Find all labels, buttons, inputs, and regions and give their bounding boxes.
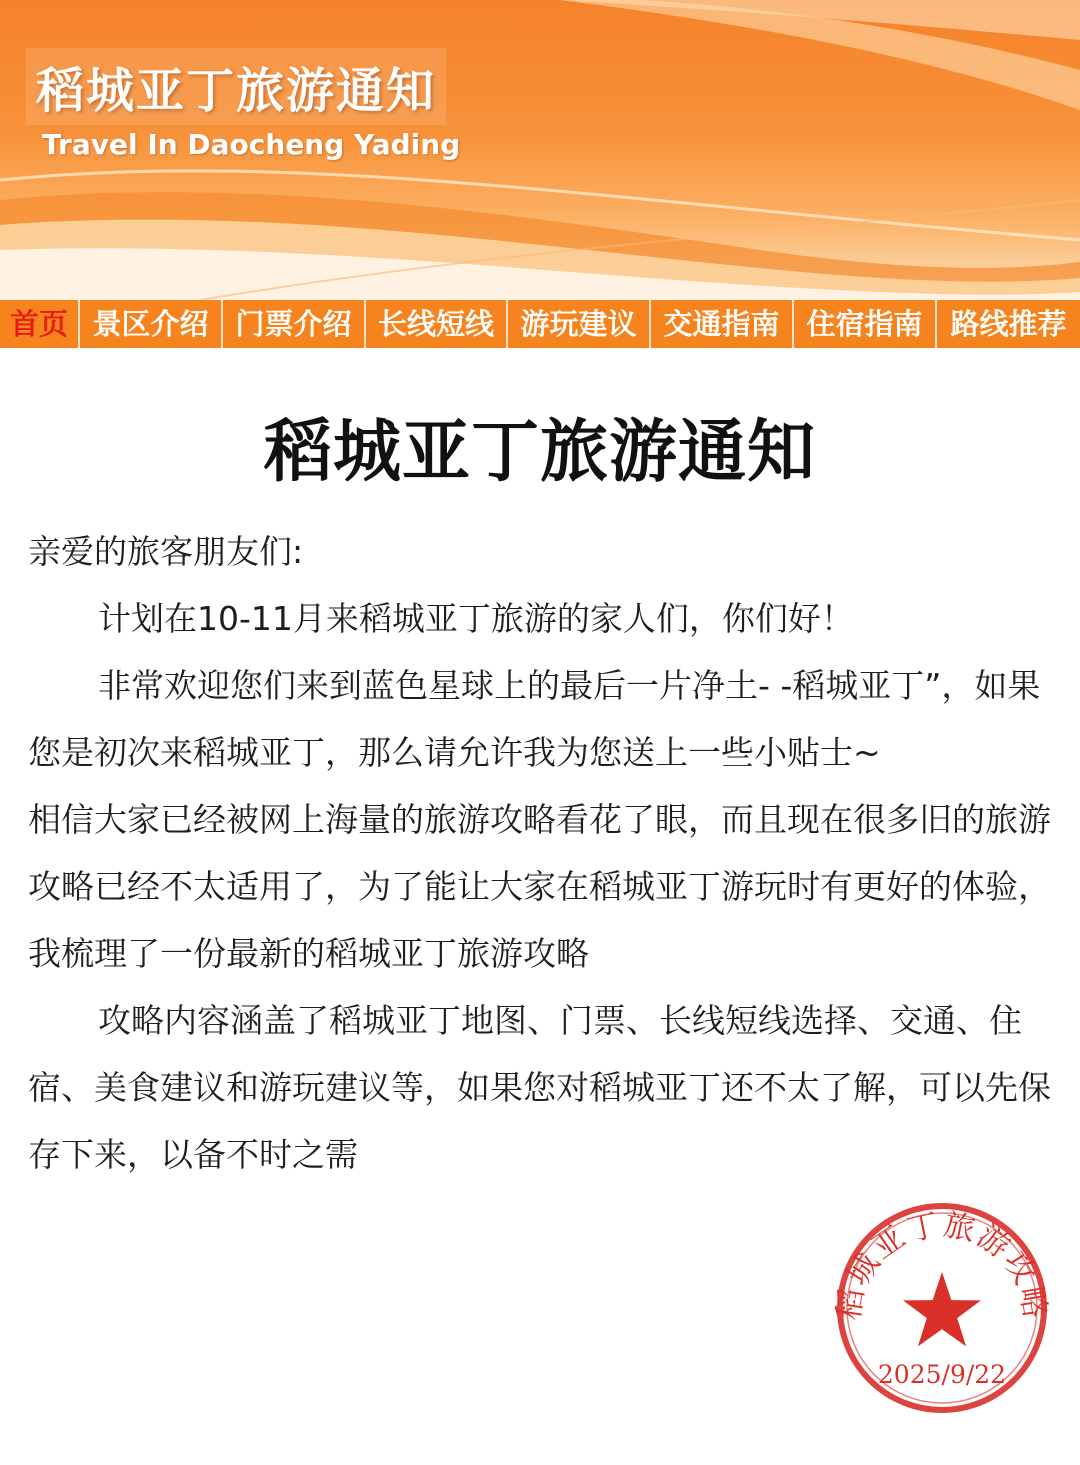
paragraph: 非常欢迎您们来到蓝色星球上的最后一片净土- -稻城亚丁”，如果您是初次来稻城亚丁，那么请允许我为您送上一些小贴士~ (28, 666, 1041, 772)
paragraph: 攻略内容涵盖了稻城亚丁地图、门票、长线短线选择、交通、住宿、美食建议和游玩建议等，如果您对稻城亚丁还不太了解，可以先保存下来，以备不时之需 (28, 1001, 1051, 1174)
nav-item-long-short-route[interactable]: 长线短线 (366, 300, 508, 348)
star-icon (903, 1272, 981, 1346)
page-title: 稻城亚丁旅游通知 (263, 413, 816, 492)
seal-text: 稻城亚丁旅游攻略 (830, 1206, 1054, 1323)
notice-body (28, 518, 1058, 1188)
seal-date: 2025/9/22 (877, 1360, 1007, 1389)
nav-item-home[interactable]: 首页 (0, 300, 80, 348)
nav-item-route-recommend[interactable]: 路线推荐 (950, 307, 1067, 341)
nav-item-lodging[interactable]: 住宿指南 (794, 300, 937, 348)
paragraph: 计划在10-11月来稻城亚丁旅游的家人们，你们好！ (98, 599, 854, 638)
brand-title: 稻城亚丁旅游通知 (26, 48, 446, 125)
nav-item-scenic-intro[interactable]: 景区介绍 (80, 300, 223, 348)
brand-subtitle: Travel In Daocheng Yading (42, 128, 461, 161)
paragraph: 相信大家已经被网上海量的旅游攻略看花了眼，而且现在很多旧的旅游攻略已经不太适用了，为了能让大家在稻城亚丁游玩时有更好的体验，我梳理了一份最新的稻城亚丁旅游攻略 (28, 800, 1051, 973)
nav-item-play-tips[interactable]: 游玩建议 (508, 300, 651, 348)
greeting: 亲爱的旅客朋友们: (28, 532, 304, 571)
header-banner (0, 0, 1080, 300)
nav-item-transport[interactable]: 交通指南 (651, 300, 794, 348)
nav-item-tickets[interactable]: 门票介绍 (223, 300, 366, 348)
top-nav (0, 300, 1080, 348)
official-seal-stamp (826, 1196, 1058, 1416)
